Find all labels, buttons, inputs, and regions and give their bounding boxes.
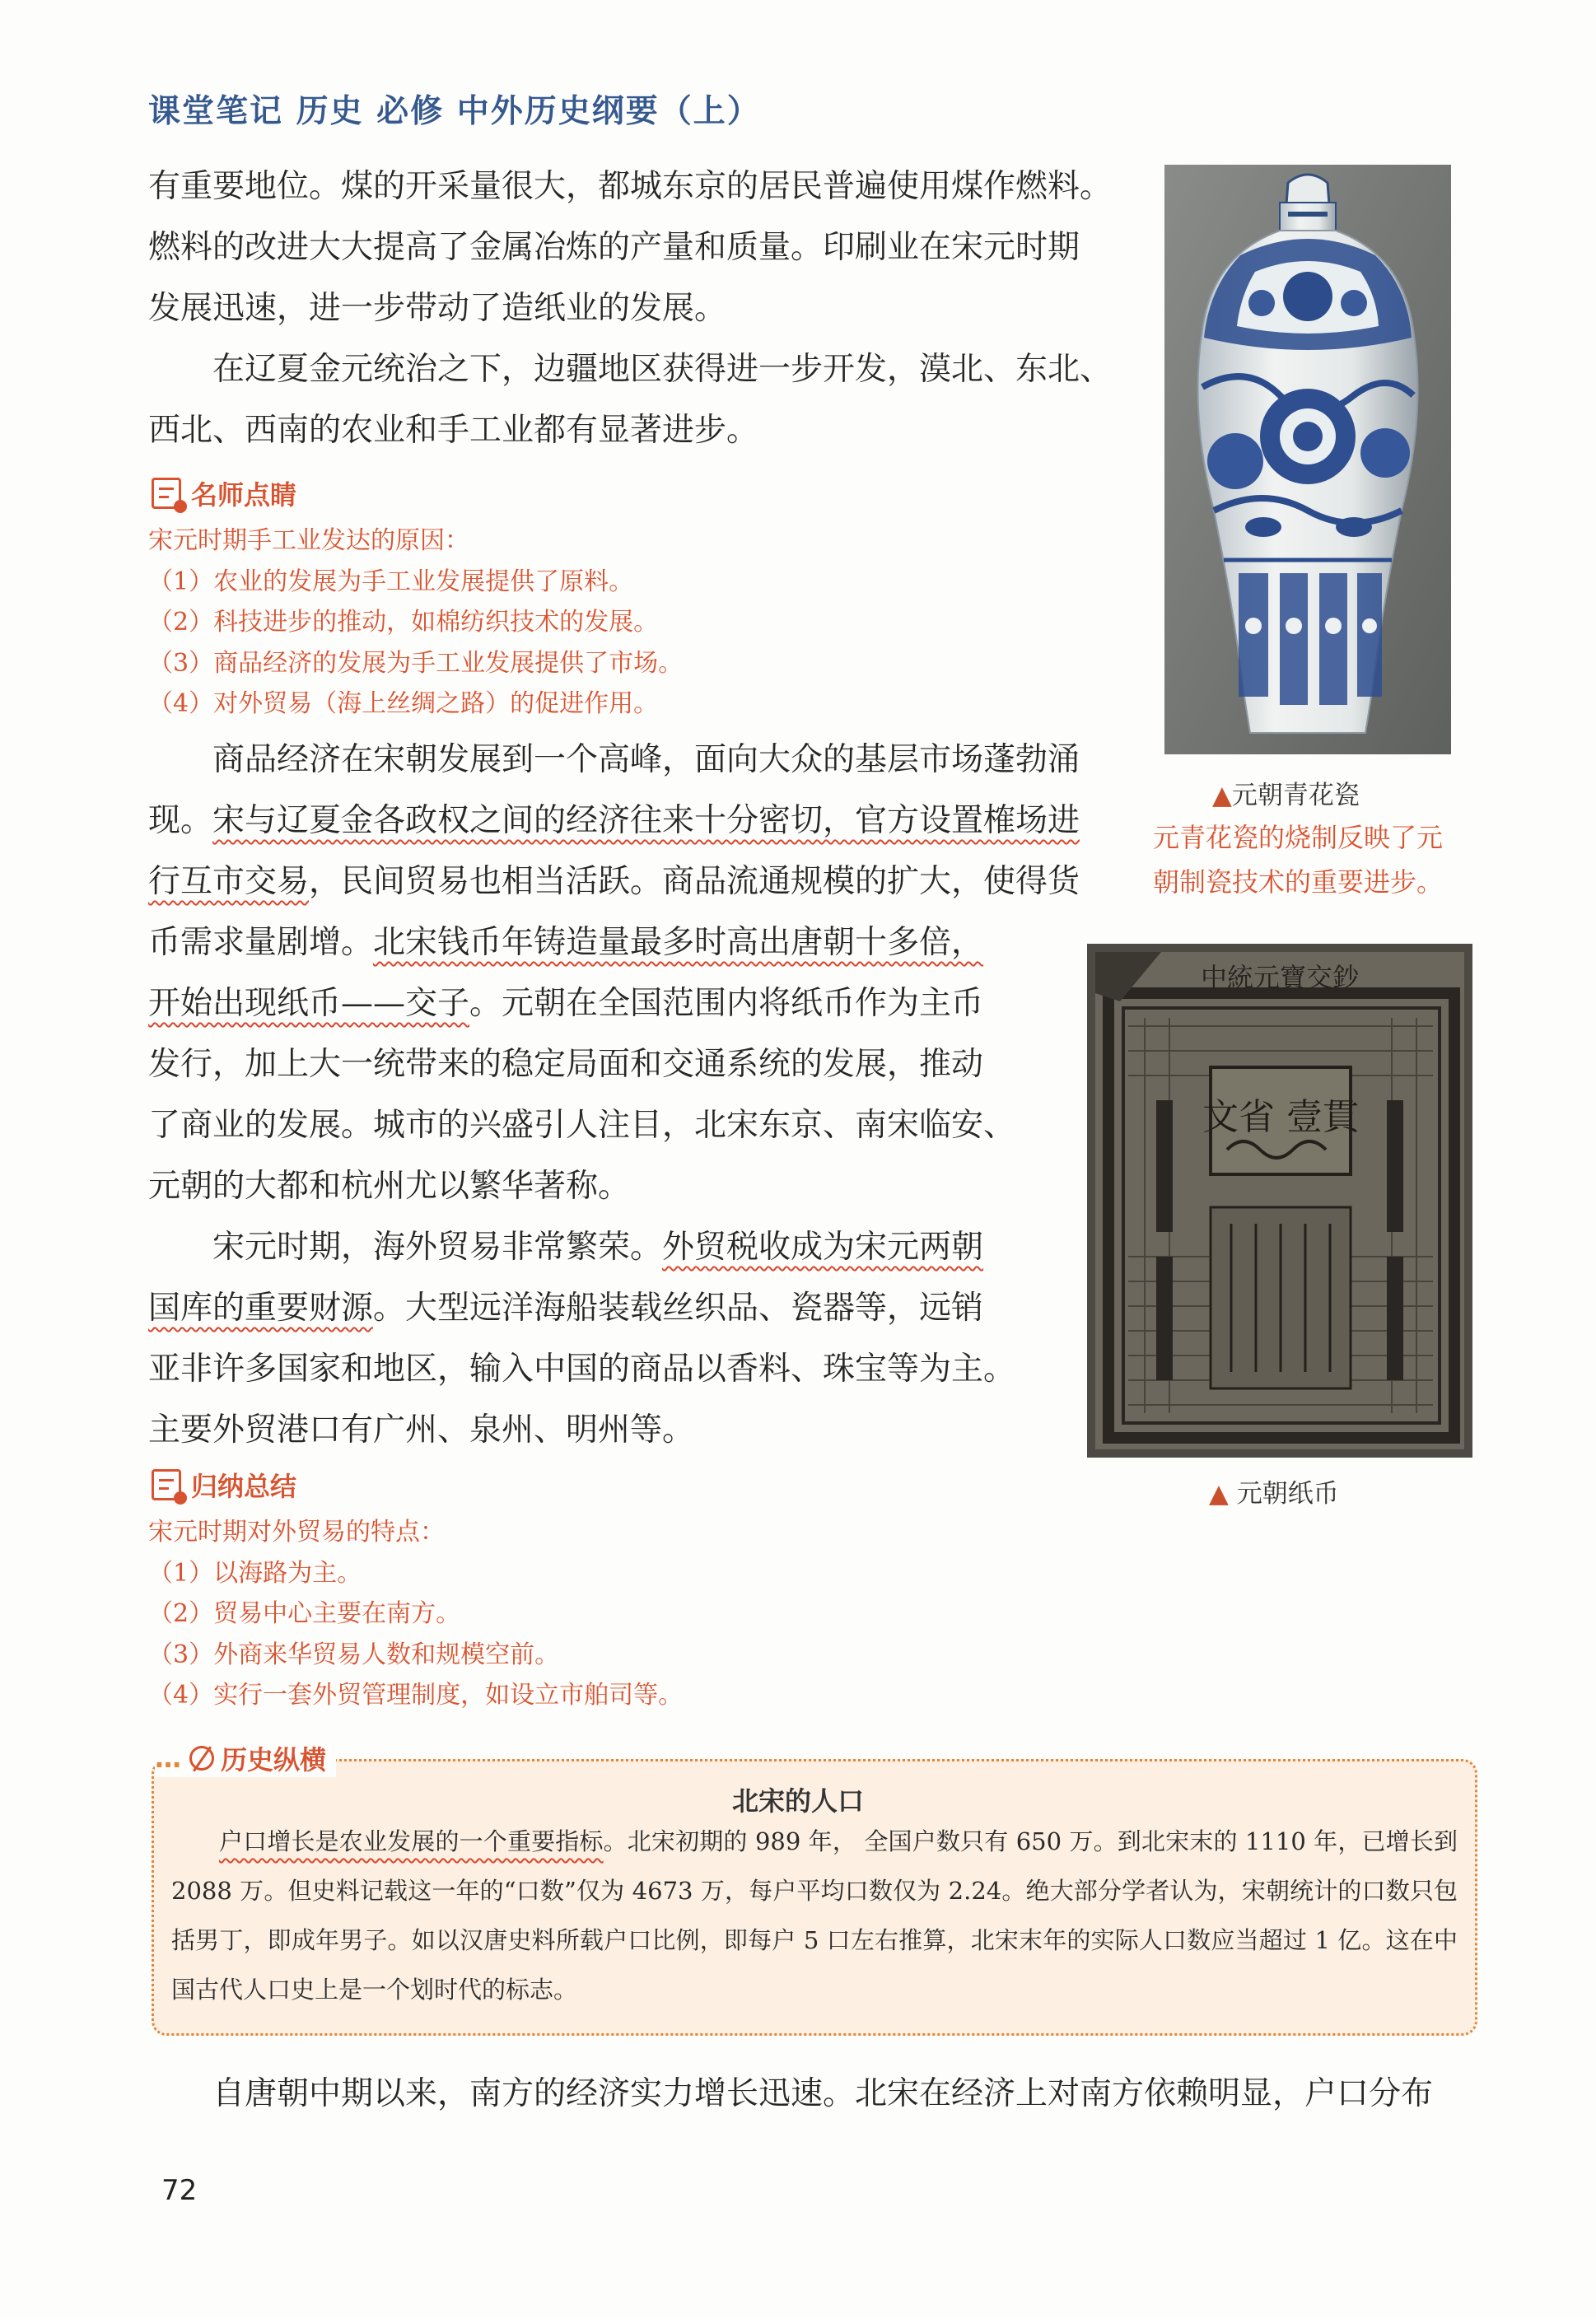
porcelain-caption: ▲元朝青花瓷 <box>1212 781 1360 810</box>
porcelain-note <box>1153 815 1482 904</box>
summary-heading <box>152 1466 296 1504</box>
paragraph-3-line: 元朝的大都和杭州尤以繁华著称。 <box>148 1168 631 1205</box>
summary-line: （1）以海路为主。 <box>148 1558 362 1588</box>
paragraph-3-line: 币需求量剧增。北宋钱币年铸造量最多时高出唐朝十多倍， <box>148 924 984 961</box>
summary-line: （3）外商来华贸易人数和规模空前。 <box>148 1640 560 1669</box>
paragraph-4 <box>148 1217 1136 1461</box>
porcelain-note-line: 朝制瓷技术的重要进步。 <box>1153 866 1444 898</box>
paragraph-1-line-3: 发展迅速，进一步带动了造纸业的发展。 <box>148 290 727 327</box>
porcelain-vase-image <box>1164 165 1451 754</box>
key-point-underline: 开始出现纸币——交子 <box>148 985 470 1022</box>
paragraph-3 <box>148 730 1136 1217</box>
banknote-image <box>1087 944 1472 1458</box>
paragraph-3-line: 行互市交易，民间贸易也相当活跃。商品流通规模的扩大，使得货 <box>148 863 1080 900</box>
no-symbol-icon <box>189 1746 214 1771</box>
paragraph-3-line: 发行，加上大一统带来的稳定局面和交通系统的发展，推动 <box>148 1046 984 1083</box>
key-point-underline: 行互市交易 <box>148 863 310 900</box>
summary-line: （4）实行一套外贸管理制度，如设立市舶司等。 <box>148 1681 684 1710</box>
page-number: 72 <box>161 2174 198 2207</box>
paragraph-4-line: 主要外贸港口有广州、泉州、明州等。 <box>148 1411 695 1449</box>
porcelain-vase-illustration <box>1164 165 1451 754</box>
page-header-title: 课堂笔记 历史 必修 中外历史纲要（上） <box>148 93 761 130</box>
paragraph-5-line: 自唐朝中期以来，南方的经济实力增长迅速。北宋在经济上对南方依赖明显，户口分布 <box>212 2075 1434 2112</box>
teacher-tip-content <box>148 520 683 725</box>
paragraph-1 <box>148 156 1161 339</box>
key-point-underline: 外贸税收成为宋元两朝 <box>662 1229 984 1266</box>
summary-line: （2）贸易中心主要在南方。 <box>148 1599 461 1628</box>
banknote-title-glyphs: 中統元寶交鈔 <box>1200 962 1360 993</box>
paragraph-3-line: 现。宋与辽夏金各政权之间的经济往来十分密切，官方设置榷场进 <box>148 802 1080 839</box>
summary-content <box>148 1512 683 1716</box>
paragraph-4-line: 亚非许多国家和地区，输入中国的商品以香料、珠宝等为主。 <box>148 1351 1016 1388</box>
paragraph-2-line-1: 在辽夏金元统治之下，边疆地区获得进一步开发，漠北、东北、 <box>212 351 1113 388</box>
banknote-illustration <box>1087 944 1472 1458</box>
history-box-label <box>155 1739 336 1777</box>
history-box-body <box>171 1817 1458 2014</box>
teacher-tip-line: 宋元时期手工业发达的原因： <box>148 526 469 555</box>
paragraph-3-line: 了商业的发展。城市的兴盛引人注目，北宋东京、南宋临安、 <box>148 1107 1016 1144</box>
history-box-title: 北宋的人口 <box>731 1785 864 1817</box>
banknote-caption: ▲ 元朝纸币 <box>1209 1479 1339 1509</box>
paragraph-2 <box>148 339 1161 461</box>
key-point-underline: 北宋钱币年铸造量最多时高出唐朝十多倍， <box>373 924 984 961</box>
key-point-underline: 宋与辽夏金各政权之间的经济往来十分密切，官方设置榷场进 <box>212 802 1080 839</box>
teacher-tip-line: （1）农业的发展为手工业发展提供了原料。 <box>148 567 634 596</box>
teacher-tip-line: （4）对外贸易（海上丝绸之路）的促进作用。 <box>148 689 659 718</box>
summary-heading-text: 归纳总结 <box>191 1471 297 1502</box>
paragraph-1-line-1: 有重要地位。煤的开采量很大，都城东京的居民普遍使用煤作燃料。 <box>148 168 1113 205</box>
dotted-leader-icon: … <box>155 1743 183 1774</box>
paragraph-3-line: 商品经济在宋朝发展到一个高峰，面向大众的基层市场蓬勃涌 <box>212 741 1080 778</box>
paragraph-1-line-2: 燃料的改进大大提高了金属冶炼的产量和质量。印刷业在宋元时期 <box>148 229 1080 266</box>
paragraph-4-line: 国库的重要财源。大型远洋海船装载丝织品、瓷器等，远销 <box>148 1290 984 1327</box>
history-box-paragraph: 户口增长是农业发展的一个重要指标。北宋初期的 989 年， 全国户数只有 650 万。到北宋末的 1110 年，已增长到 2088 万。但史料记载这一年的“口数”仅为 4673 万，每户平均口数仅为 2.24。绝大部分学者认为，宋朝统计的口数只包括男丁，即成年男子。如以汉唐史料所载户口比例，即每户 5 口左右推算，北宋末年的实际人口数应当超过 1 亿。这在中国古代人口史上是一个划时代的标志。 <box>171 1827 1458 2004</box>
teacher-tip-heading-text: 名师点睛 <box>191 479 297 511</box>
banknote-center-glyphs: 文省 壹貫 <box>1202 1096 1359 1138</box>
teacher-tip-line: （3）商品经济的发展为手工业发展提供了市场。 <box>148 648 684 678</box>
porcelain-note-line: 元青花瓷的烧制反映了元 <box>1153 822 1444 853</box>
teacher-tip-line: （2）科技进步的推动，如棉纺织技术的发展。 <box>148 608 659 637</box>
key-point-underline: 国库的重要财源 <box>148 1290 374 1327</box>
paragraph-5 <box>148 2064 1482 2125</box>
history-box-label-text: 历史纵横 <box>221 1744 327 1775</box>
triangle-marker-icon: ▲ <box>1212 781 1232 810</box>
key-point-underline: 户口增长是农业发展的一个重要指标 <box>219 1827 604 1855</box>
teacher-tip-heading <box>152 474 296 512</box>
triangle-marker-icon: ▲ <box>1209 1479 1229 1509</box>
note-icon <box>152 1469 181 1500</box>
paragraph-4-line: 宋元时期，海外贸易非常繁荣。外贸税收成为宋元两朝 <box>212 1229 984 1266</box>
summary-line: 宋元时期对外贸易的特点： <box>148 1518 445 1547</box>
paragraph-3-line: 开始出现纸币——交子。元朝在全国范围内将纸币作为主币 <box>148 985 984 1022</box>
paragraph-2-line-2: 西北、西南的农业和手工业都有显著进步。 <box>148 412 759 449</box>
note-icon <box>152 478 181 509</box>
